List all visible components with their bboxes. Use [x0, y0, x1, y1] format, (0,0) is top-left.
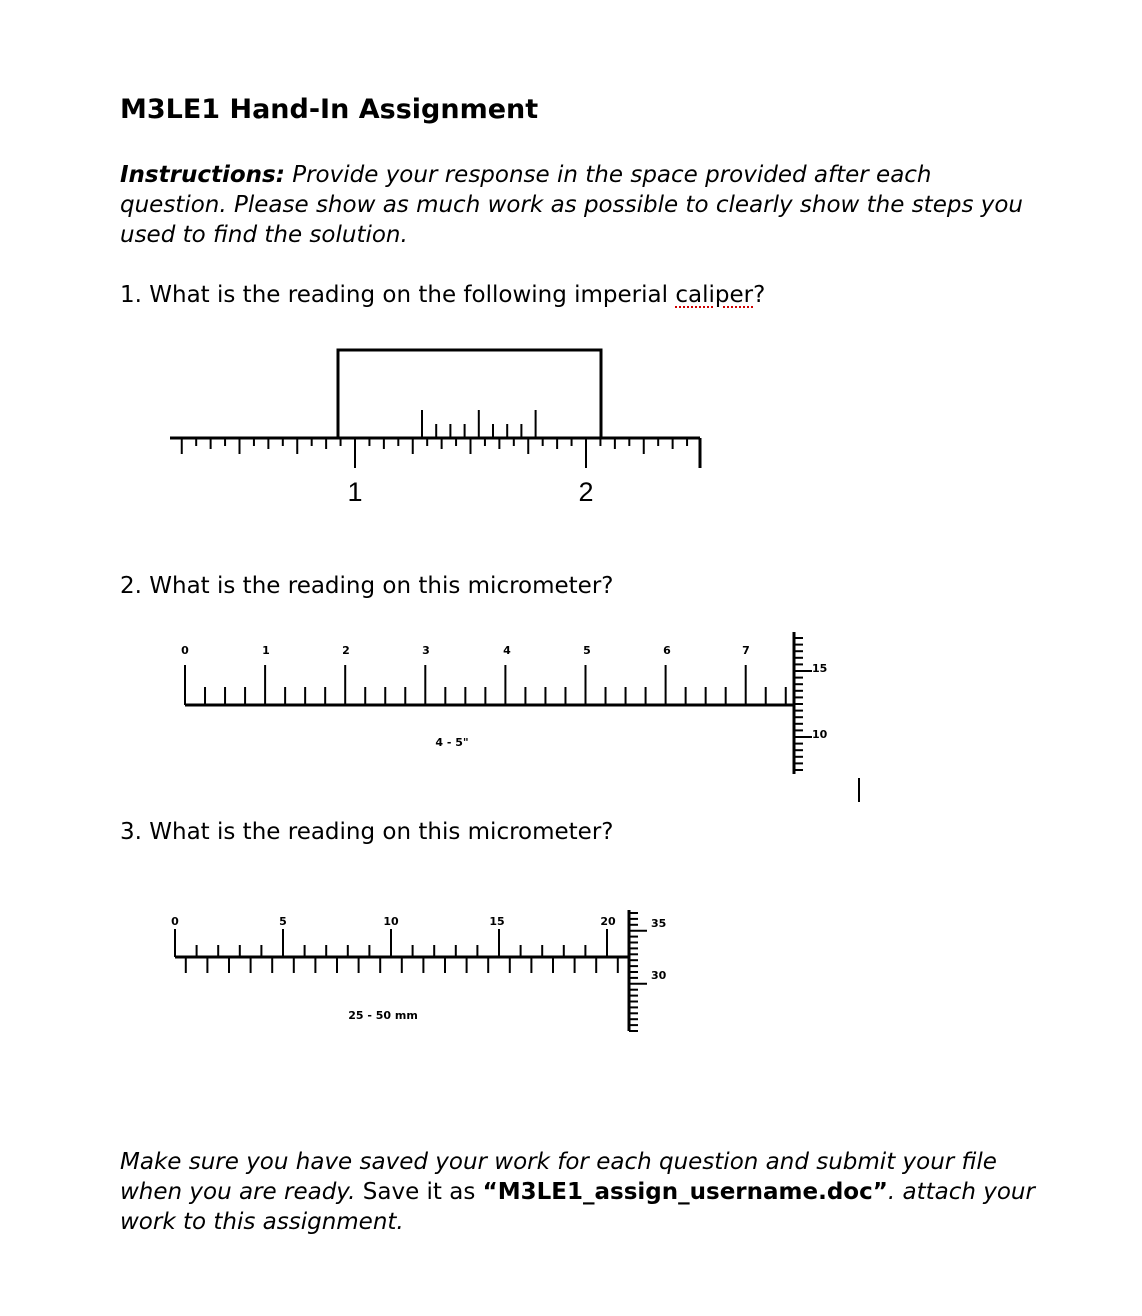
- instructions: [120, 160, 1040, 250]
- mm-sleeve-label-20: 20: [600, 915, 616, 928]
- mi-sleeve-label-4: 4: [503, 644, 511, 657]
- question-1: [120, 280, 765, 310]
- mi-sleeve-label-1: 1: [262, 644, 270, 657]
- instructions-label: Instructions:: [120, 162, 285, 188]
- mi-thimble-label-15: 15: [812, 662, 828, 675]
- micrometer-metric-sleeve-labels: [171, 915, 616, 928]
- mi-sleeve-label-2: 2: [342, 644, 350, 657]
- mi-sleeve-label-7: 7: [742, 644, 750, 657]
- micrometer-imperial-sleeve-labels: [181, 644, 750, 657]
- caliper-main-scale-ticks: [182, 438, 700, 468]
- question-2: 2. What is the reading on this micrometer?: [120, 573, 614, 599]
- question-1-prefix: 1. What is the reading on the following imperial: [120, 282, 676, 308]
- mm-sleeve-label-5: 5: [279, 915, 287, 928]
- micrometer-imperial-thimble-ticks: [794, 638, 812, 770]
- caliper-label-2: 2: [578, 477, 594, 507]
- mm-range-label: 25 - 50 mm: [348, 1009, 418, 1022]
- micrometer-metric-thimble-ticks: [629, 913, 647, 1031]
- page-title: M3LE1 Hand-In Assignment: [120, 94, 539, 125]
- mi-sleeve-label-5: 5: [583, 644, 591, 657]
- mm-sleeve-label-15: 15: [489, 915, 505, 928]
- mm-sleeve-label-0: 0: [171, 915, 179, 928]
- mi-range-label: 4 - 5": [435, 736, 469, 749]
- caliper-label-1: 1: [347, 477, 363, 507]
- mm-sleeve-label-10: 10: [383, 915, 399, 928]
- mi-sleeve-label-6: 6: [663, 644, 671, 657]
- submission-filename: “M3LE1_assign_username.doc”: [482, 1179, 888, 1205]
- micrometer-metric-figure: [165, 905, 705, 1045]
- question-1-suffix: ?: [753, 282, 766, 308]
- mm-thimble-label-30: 30: [651, 969, 667, 982]
- micrometer-imperial-figure: [180, 632, 860, 782]
- caliper-jaw-box: [338, 350, 601, 438]
- instructions-text: Provide your response in the space provided after each question. Please show as much work as possible to clearly show the steps you used to find the solution.: [120, 162, 1023, 248]
- mm-thimble-label-35: 35: [651, 917, 667, 930]
- micrometer-imperial-sleeve-ticks: [185, 665, 786, 705]
- submission-note: [120, 1147, 1060, 1237]
- caliper-figure: [170, 345, 710, 510]
- mi-thimble-label-10: 10: [812, 728, 828, 741]
- question-1-flagged-word: caliper: [675, 282, 754, 308]
- submission-note-part1: Make sure you have saved your work for each question and submit your file when you are ready.: [120, 1149, 997, 1205]
- submission-note-part3: . attach your work to this assignment.: [120, 1179, 1035, 1235]
- question-3: 3. What is the reading on this micrometer?: [120, 819, 614, 845]
- submission-note-part2: Save it as: [362, 1179, 483, 1205]
- text-cursor: [858, 778, 860, 802]
- mi-sleeve-label-3: 3: [422, 644, 430, 657]
- mi-sleeve-label-0: 0: [181, 644, 189, 657]
- caliper-vernier-scale: [422, 410, 536, 438]
- micrometer-metric-sleeve-ticks: [175, 929, 618, 973]
